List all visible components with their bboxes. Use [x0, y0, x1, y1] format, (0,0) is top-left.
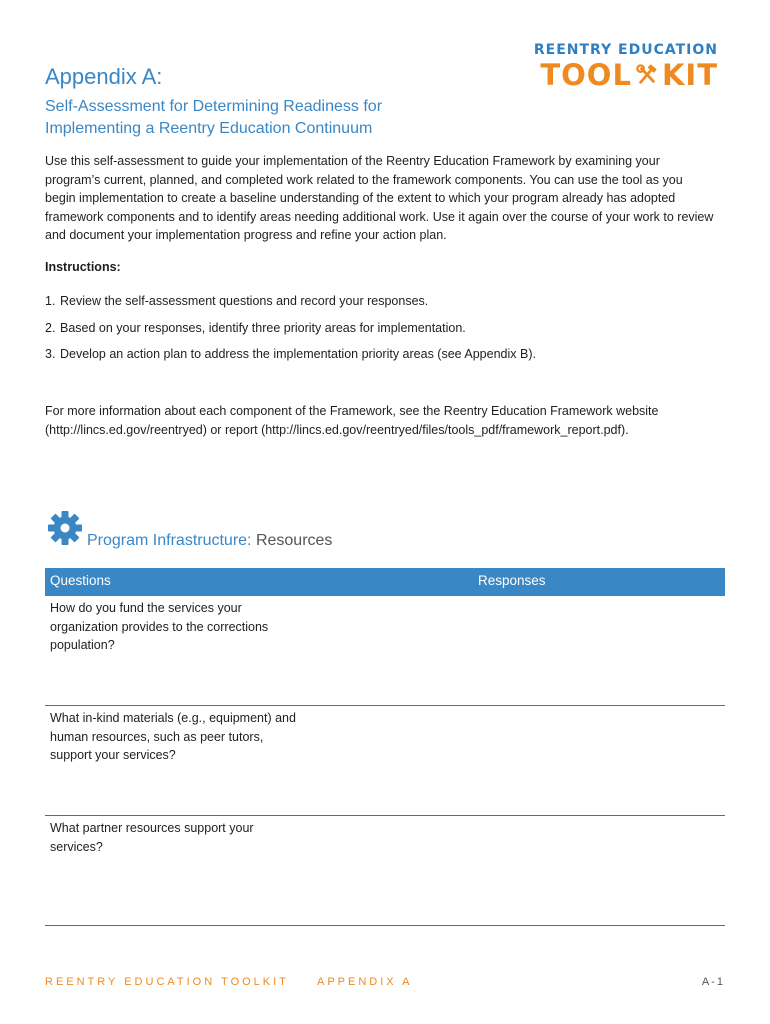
table-header — [45, 568, 725, 596]
footer-toolkit-label: REENTRY EDUCATION TOOLKIT — [45, 976, 289, 988]
gear-icon — [47, 510, 83, 546]
page-number: A-1 — [701, 976, 725, 988]
intro-paragraph: Use this self-assessment to guide your implementation of the Reentry Education Framework by examining your program’s current, planned, and completed work related to the framework components. You can use the tool as you begin implementation to create a baseline understanding of the extent to which your program already has adopted framework components and to identify areas needing additional work. Use it again over the course of your work to review and document your implementation progress and refine your action plan. — [45, 154, 714, 242]
instruction-item — [45, 292, 715, 310]
footer-appendix-label: APPENDIX A — [317, 976, 413, 988]
logo-line1: REENTRY EDUCATION — [533, 42, 718, 58]
question-text: How do you fund the services your organization provides to the corrections population? — [50, 601, 269, 652]
instruction-item — [45, 345, 715, 363]
toolkit-logo — [534, 42, 718, 90]
page-subtitle — [45, 96, 465, 140]
section-title-primary: Program Infrastructure: — [87, 532, 252, 549]
hammer-wrench-icon — [636, 64, 658, 86]
instruction-number: 3. — [45, 347, 56, 361]
section-title — [87, 532, 332, 550]
instruction-number: 2. — [45, 320, 56, 335]
response-field[interactable] — [475, 599, 720, 699]
question-text: What in-kind materials (e.g., equipment) and human resources, such as peer tutors, support your services? — [50, 711, 296, 762]
instruction-text: Review the self-assessment questions and record your responses. — [60, 294, 429, 308]
table-row — [45, 596, 725, 706]
section-header — [47, 510, 333, 549]
page-title: Appendix A: — [45, 64, 163, 89]
instruction-text: Develop an action plan to address the implementation priority areas (see Appendix B). — [60, 347, 536, 361]
instructions-heading: Instructions: — [45, 260, 121, 274]
column-header-responses: Responses — [478, 573, 546, 588]
subtitle-line1: Self-Assessment for Determining Readiness for — [45, 98, 383, 115]
question-text: What partner resources support your services? — [50, 821, 254, 854]
response-field[interactable] — [475, 819, 720, 919]
logo-line2 — [534, 60, 718, 90]
instructions-list — [45, 292, 715, 372]
response-field[interactable] — [475, 709, 720, 809]
instruction-item — [45, 319, 715, 337]
logo-word-tool: TOOL — [540, 58, 632, 92]
more-info-paragraph: For more information about each component of the Framework, see the Reentry Education Framework website (http://lincs.ed.gov/reentryed) or report (http://lincs.ed.gov/reentryed/files/tools_pdf/framework_report.pdf). — [45, 404, 659, 437]
table-row — [45, 816, 725, 926]
table-row — [45, 706, 725, 816]
subtitle-line2: Implementing a Reentry Education Continuum — [45, 120, 373, 137]
section-title-secondary: Resources — [255, 532, 333, 549]
logo-word-kit: KIT — [661, 58, 718, 92]
instruction-text: Based on your responses, identify three priority areas for implementation. — [60, 320, 466, 335]
column-header-questions: Questions — [50, 573, 111, 588]
instruction-number: 1. — [45, 294, 56, 308]
